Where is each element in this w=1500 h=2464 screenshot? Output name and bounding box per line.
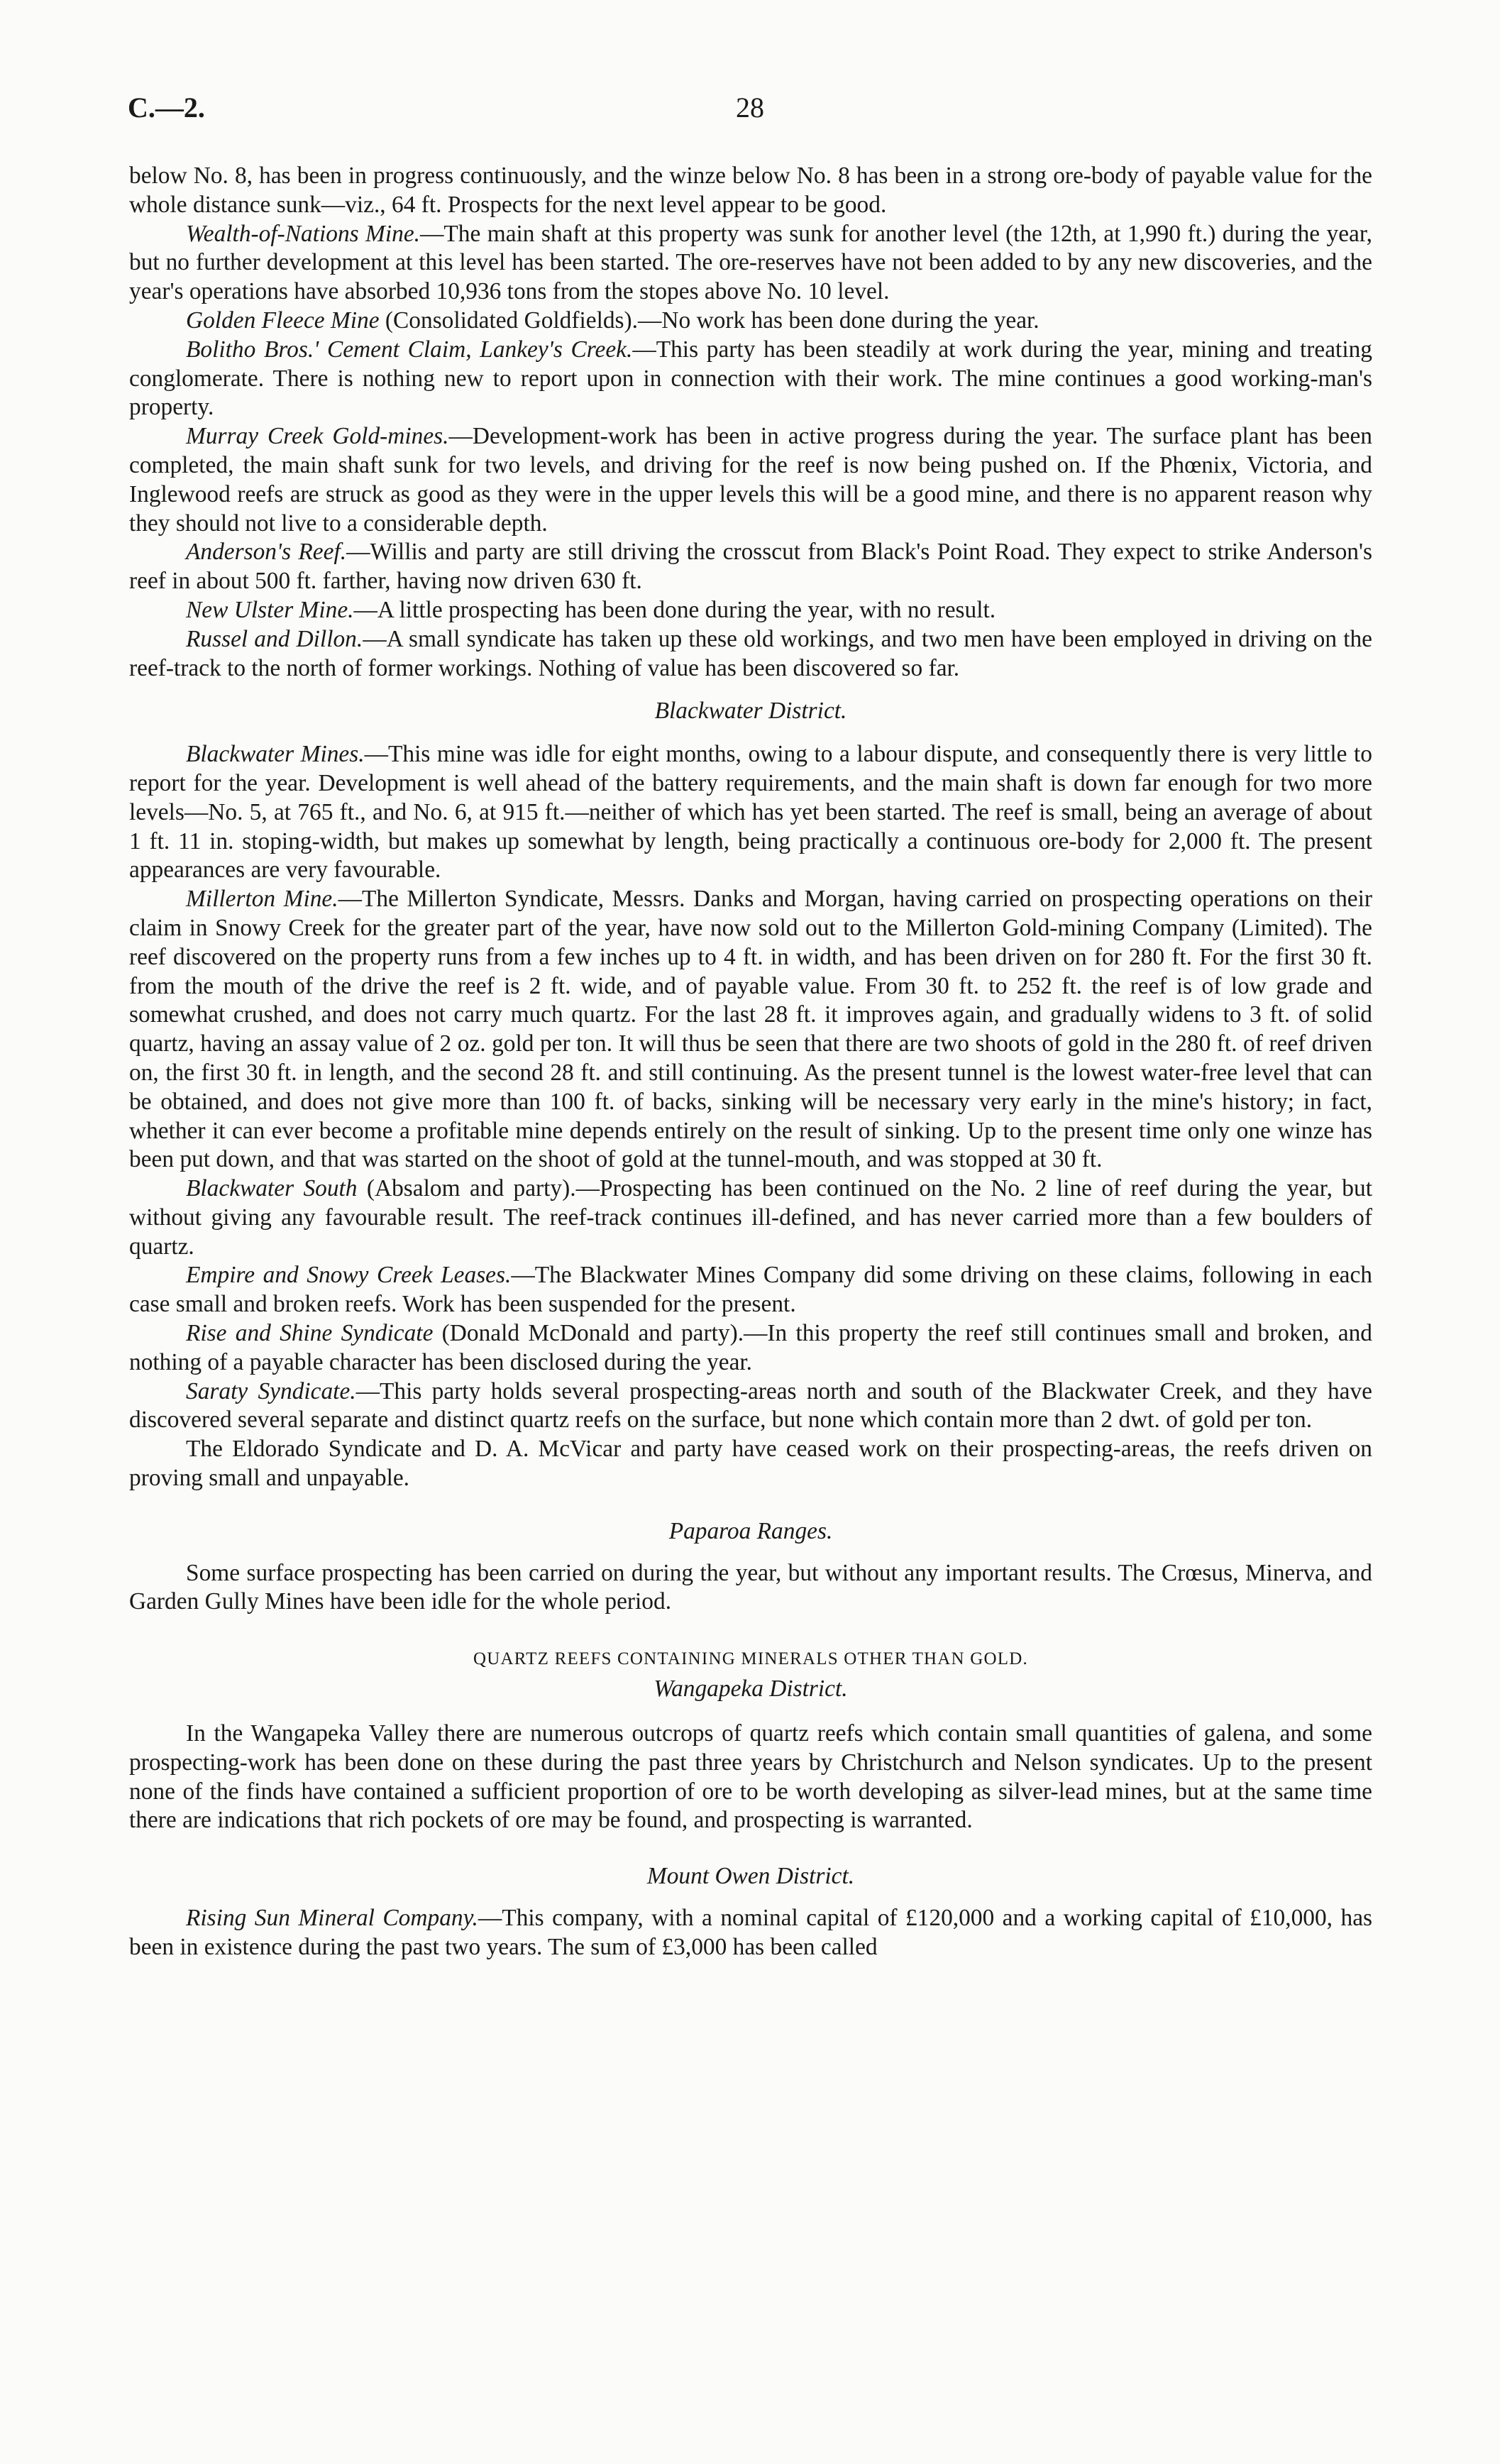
paragraph-text: Some surface prospecting has been carried on during the year, but without any important results. The Crœsus, Minerva, and Garden Gully Mines have been idle for the whole period. bbox=[129, 1559, 1372, 1615]
mine-name: Blackwater South bbox=[186, 1175, 358, 1202]
paragraph bbox=[129, 538, 1372, 596]
document-code: C.—2. bbox=[128, 92, 205, 123]
paragraph bbox=[129, 1904, 1372, 1962]
paragraph bbox=[129, 1377, 1372, 1436]
mine-name: Russel and Dillon. bbox=[186, 625, 363, 652]
paragraph bbox=[129, 1720, 1372, 1835]
paragraph-text: (Donald McDonald and party).—In this property the reef still continues small and broken, and nothing of a payable character has been disclosed during the year. bbox=[129, 1320, 1372, 1375]
paragraph bbox=[129, 1559, 1372, 1617]
paragraph-text: —This company, with a nominal capital of £120,000 and a working capital of £10,000, has been in existence during the past two years. The sum of £3,000 has been called bbox=[129, 1905, 1373, 1960]
paragraph bbox=[129, 307, 1372, 336]
mine-name: Saraty Syndicate. bbox=[186, 1377, 356, 1404]
paragraph bbox=[129, 740, 1372, 885]
section-heading-blackwater: Blackwater District. bbox=[654, 698, 847, 725]
mine-name: Millerton Mine. bbox=[186, 886, 338, 913]
mine-name: Empire and Snowy Creek Leases. bbox=[186, 1262, 512, 1289]
paragraph-text: The Eldorado Syndicate and D. A. McVicar and party have ceased work on their prospecting-areas, the reefs driven on proving small and unpayable. bbox=[129, 1436, 1372, 1492]
paragraph bbox=[129, 596, 1372, 625]
paragraph-text: —The Blackwater Mines Company did some driving on these claims, following in each case small and broken reefs. Work has been suspended for the present. bbox=[129, 1262, 1372, 1318]
paragraph bbox=[129, 1175, 1372, 1261]
paragraph-text: —This party holds several prospecting-areas north and south of the Blackwater Creek, and they have discovered several separate and distinct quartz reefs on the surface, but none which contain more than 2 dwt. of gold per ton. bbox=[129, 1377, 1373, 1434]
paragraph-text: —A little prospecting has been done during the year, with no result. bbox=[353, 596, 996, 623]
mine-name: Rising Sun Mineral Company. bbox=[186, 1905, 478, 1932]
mine-name: New Ulster Mine. bbox=[186, 596, 354, 623]
mine-name: Wealth-of-Nations Mine. bbox=[186, 220, 420, 247]
mine-name: Murray Creek Gold-mines. bbox=[186, 423, 449, 450]
mine-name: Rise and Shine Syndicate bbox=[186, 1320, 434, 1347]
paragraph-text: (Absalom and party).—Prospecting has been continued on the No. 2 line of reef during the year, but without giving any favourable result. The reef-track continues ill-defined, and has never carried more than a few boulders of quartz. bbox=[129, 1175, 1372, 1260]
section-heading-paparoa: Paparoa Ranges. bbox=[668, 1517, 833, 1544]
paragraph bbox=[129, 625, 1372, 683]
paragraph-text: —The Millerton Syndicate, Messrs. Danks and Morgan, having carried on prospecting operations on their claim in Snowy Creek for the greater part of the year, have now sold out to the Millerton Gold-mining Company (Limited). The reef discovered on the property runs from a few inches up to 4 ft. in width, and has been driven on for 280 ft. For the first 30 ft. from the mouth of the drive the reef is 2 ft. wide, and of payable value. From 30 ft. to 252 ft. the reef is of low grade and somewhat crushed, and does not carry much quartz. For the last 28 ft. it improves again, and gradually widens to 3 ft. of solid quartz, having an assay value of 2 oz. gold per ton. It will thus be seen that there are two shoots of gold in the 280 ft. of reef driven on, the first 30 ft. in length, and the second 28 ft. and still continuing. As the present tunnel is the lowest water-free level that can be obtained, and does not give more than 100 ft. of backs, sinking will be necessary very early in the mine's history; in fact, whether it can ever become a profitable mine depends entirely on the result of sinking. Up to the present time only one winze has been put down, and that was started on the shoot of gold at the tunnel-mouth, and was stopped at 30 ft. bbox=[129, 886, 1372, 1173]
paragraph bbox=[129, 422, 1372, 538]
paragraph-text: (Consolidated Goldfields).—No work has been done during the year. bbox=[379, 307, 1039, 334]
mine-name: Golden Fleece Mine bbox=[186, 307, 380, 334]
mine-name: Blackwater Mines. bbox=[186, 741, 365, 768]
paragraph bbox=[129, 162, 1372, 220]
paragraph-text: —This party has been steadily at work during the year, mining and treating conglomerate. There is nothing new to report upon in connection with their work. The mine continues a good working-man's property. bbox=[129, 336, 1372, 421]
paragraph bbox=[129, 1261, 1372, 1319]
paragraph bbox=[129, 885, 1372, 1175]
document-body bbox=[129, 162, 1372, 1962]
paragraph-text: —Development-work has been in active progress during the year. The surface plant has been completed, the main shaft sunk for two levels, and driving for the reef is now being pushed on. If the Phœnix, Victoria, and Inglewood reefs are struck as good as they were in the upper levels this will be a good mine, and there is no apparent reason why they should not live to a considerable depth. bbox=[129, 423, 1372, 537]
paragraph-text: —Willis and party are still driving the crosscut from Black's Point Road. They expect to strike Anderson's reef in about 500 ft. farther, having now driven 630 ft. bbox=[129, 539, 1372, 595]
mine-name: Anderson's Reef. bbox=[186, 539, 347, 566]
section-heading-quartz-reefs: QUARTZ REEFS CONTAINING MINERALS OTHER THAN GOLD. bbox=[473, 1649, 1028, 1669]
paragraph-text: below No. 8, has been in progress continuously, and the winze below No. 8 has been in a strong ore-body of payable value for the whole distance sunk—viz., 64 ft. Prospects for the next level appear to be good. bbox=[129, 163, 1372, 218]
paragraph bbox=[129, 1435, 1372, 1493]
paragraph bbox=[129, 1319, 1372, 1377]
paragraph bbox=[129, 220, 1372, 307]
paragraph-text: In the Wangapeka Valley there are numerous outcrops of quartz reefs which contain small quantities of galena, and some prospecting-work has been done on these during the past three years by Christchurch and Nelson syndicates. Up to the present none of the finds have contained a sufficient proportion of ore to be worth developing as silver-lead mines, but at the same time there are indications that rich pockets of ore may be found, and prospecting is warranted. bbox=[129, 1720, 1372, 1834]
paragraph bbox=[129, 336, 1372, 422]
section-heading-mount-owen: Mount Owen District. bbox=[646, 1863, 855, 1890]
page-number: 28 bbox=[736, 92, 764, 123]
paragraph-text: —This mine was idle for eight months, owing to a labour dispute, and consequently there is very little to report for the year. Development is well ahead of the battery requirements, and the main shaft is down far enough for two more levels—No. 5, at 765 ft., and No. 6, at 915 ft.—neither of which has yet been started. The reef is small, being an average of about 1 ft. 11 in. stoping-width, but makes up somewhat by length, being practically a continuous ore-body for 2,000 ft. The present appearances are very favourable. bbox=[129, 741, 1372, 884]
page-header bbox=[128, 91, 1372, 133]
paragraph-text: —A small syndicate has taken up these old workings, and two men have been employed in driving on the reef-track to the north of former workings. Nothing of value has been discovered so far. bbox=[129, 625, 1372, 681]
section-heading-wangapeka: Wangapeka District. bbox=[654, 1676, 848, 1703]
paragraph-text: —The main shaft at this property was sunk for another level (the 12th, at 1,990 ft.) during the year, but no further development at this level has been started. The ore-reserves have not been added to by any new discoveries, and the year's operations have absorbed 10,936 tons from the stopes above No. 10 level. bbox=[129, 220, 1372, 305]
mine-name: Bolitho Bros.' Cement Claim, Lankey's Creek. bbox=[186, 336, 633, 363]
